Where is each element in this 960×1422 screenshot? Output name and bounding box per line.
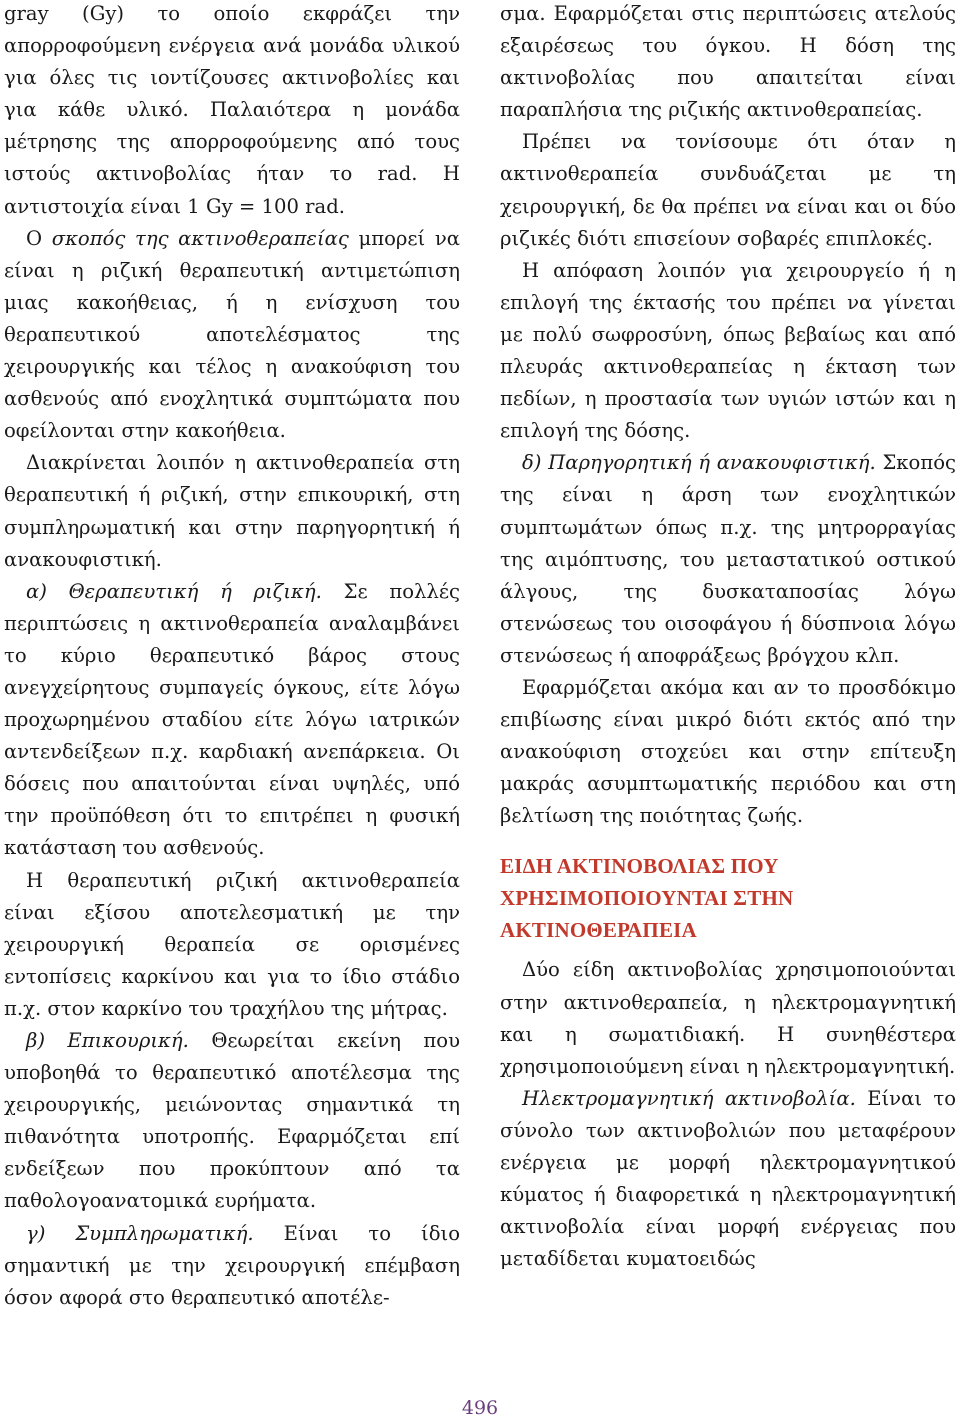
text-run: Ο (26, 226, 52, 250)
paragraph (4, 1025, 460, 1218)
paragraph: Δύο είδη ακτινοβολίας χρησιμοποιούνται στην ακτινοθεραπεία, η ηλεκτρομαγνητική και η σωματιδιακή. Η συνηθέστερα χρησιμοποιούμενη είναι η ηλεκτρομαγνητική. (500, 958, 956, 1078)
paragraph: Εφαρμόζεται ακόμα και αν το προσδόκιμο επιβίωσης είναι μικρό διότι εκτός από την ανακούφιση στοχεύει και στην επίτευξη μακράς ασυμπτωματικής περιόδου και στη βελτίωση της ποιότητας ζωής. (500, 675, 956, 828)
paragraph (500, 447, 956, 672)
italic-term: Ηλεκτρομαγνητική ακτινοβολία. (522, 1086, 856, 1110)
text-run: Θεωρείται εκείνη που υποβοηθά το θεραπευτικό αποτέλεσμα της χειρουργικής, μειώνοντας σημαντικά τη πιθανότητα υποτροπής. Εφαρμόζεται επί ενδείξεων που προκύπτουν από τα παθολογοανατομικά ευρήματα. (4, 1029, 461, 1213)
text-run: Είναι το σύνολο των ακτινοβολιών που μεταφέρουν ενέργεια με μορφή ηλεκτρομαγνητικού κύματος ή διαφορετικά η ηλεκτρομαγνητική ακτινοβολία είναι μορφή ενέργειας που μεταδίδεται κυματοειδώς (500, 1086, 957, 1271)
paragraph (4, 223, 460, 448)
italic-term: σκοπός της ακτινοθεραπείας (51, 226, 349, 250)
text-run: Είναι το ίδιο σημαντική με την χειρουργική επέμβαση όσον αφορά στο θεραπευτικό αποτέλε- (4, 1221, 460, 1309)
italic-term: γ) Συμπληρωματική. (26, 1221, 254, 1245)
paragraph: Η απόφαση λοιπόν για χειρουργείο ή η επιλογή της έκτασής του πρέπει να γίνεται με πολύ σωφροσύνη, όπως βεβαίως και από πλευράς ακτινοθεραπείας η έκταση των πεδίων, η προστασία των υγιών ιστών και η επιλογή της δόσης. (500, 258, 956, 443)
paragraph (4, 1218, 460, 1314)
left-column (4, 0, 460, 1314)
paragraph: σμα. Εφαρμόζεται στις περιπτώσεις ατελούς εξαιρέσεως του όγκου. Η δόση της ακτινοβολίας που απαιτείται είναι παραπλήσια της ριζικής ακτινοθεραπείας. (500, 2, 956, 122)
page-number: 496 (461, 1397, 499, 1419)
text-run: Σε πολλές περιπτώσεις η ακτινοθεραπεία αναλαμβάνει το κύριο θεραπευτικό βάρος στους ανεγχείρητους συμπαγείς όγκους, είτε λόγω προχωρημένου σταδίου είτε λόγω ιατρικών αντενδείξεων π.χ. καρδιακή ανεπάρκεια. Οι δόσεις που απαιτούνται είναι υψηλές, υπό την προϋπόθεση ότι το επιτρέπει η φυσική κατάσταση του ασθενούς. (4, 579, 460, 860)
paragraph: gray (Gy) το οποίο εκφράζει την απορροφούμενη ενέργεια ανά μονάδα υλικού για όλες τις ιοντίζουσες ακτινοβολίες και για κάθε υλικό. Παλαιότερα η μονάδα μέτρησης της απορροφούμενης από τους ιστούς ακτινοβολίας ήταν το rad. Η αντιστοιχία είναι 1 Gy = 100 rad. (4, 2, 460, 218)
text-run: Σκοπός της είναι η άρση των ενοχλητικών συμπτωμάτων όπως π.χ. της μητρορραγίας της αιμόπτυσης, του μεταστατικού οστικού άλγους, της δυσκαταποσίας λόγω στενώσεως του οισοφάγου ή δύσπνοια λόγω στενώσεως ή αποφράξεως βρόγχου κλπ. (500, 451, 956, 667)
italic-term: δ) Παρηγορητική ή ανακουφιστική. (522, 451, 876, 475)
paragraph: Η θεραπευτική ριζική ακτινοθεραπεία είναι εξίσου αποτελεσματική με την χειρουργική θεραπεία σε ορισμένες εντοπίσεις καρκίνου και για το ίδιο στάδιο π.χ. στον καρκίνο του τραχήλου της μήτρας. (4, 868, 460, 1020)
text-run: μπορεί να είναι η ριζική θεραπευτική αντιμετώπιση μιας κακοήθειας, ή η ενίσχυση του θεραπευτικού αποτελέσματος της χειρουργικής και τέλος η ανακούφιση του ασθενούς από ενοχλητικά συμπτώματα που οφείλονται στην κακοήθεια. (4, 226, 461, 443)
paragraph: Διακρίνεται λοιπόν η ακτινοθεραπεία στη θεραπευτική ή ριζική, στην επικουρική, στη συμπληρωματική και στην παρηγορητική ή ανακουφιστική. (4, 451, 460, 571)
right-column (500, 0, 956, 1275)
paragraph: Πρέπει να τονίσουμε ότι όταν η ακτινοθεραπεία συνδυάζεται με τη χειρουργική, δε θα πρέπει να είναι και οι δύο ριζικές διότι επισείουν σοβαρές επιπλοκές. (500, 130, 956, 250)
section-heading: ΕΙΔΗ ΑΚΤΙΝΟΒΟΛΙΑΣ ΠΟΥ ΧΡΗΣΙΜΟΠΟΙΟΥΝΤΑΙ ΣΤΗΝ ΑΚΤΙΝΟΘΕΡΑΠΕΙΑ (500, 854, 794, 943)
italic-term: α) Θεραπευτική ή ριζική. (26, 579, 322, 603)
italic-term: β) Επικουρική. (26, 1029, 189, 1052)
paragraph (4, 576, 460, 865)
paragraph (500, 1083, 956, 1276)
